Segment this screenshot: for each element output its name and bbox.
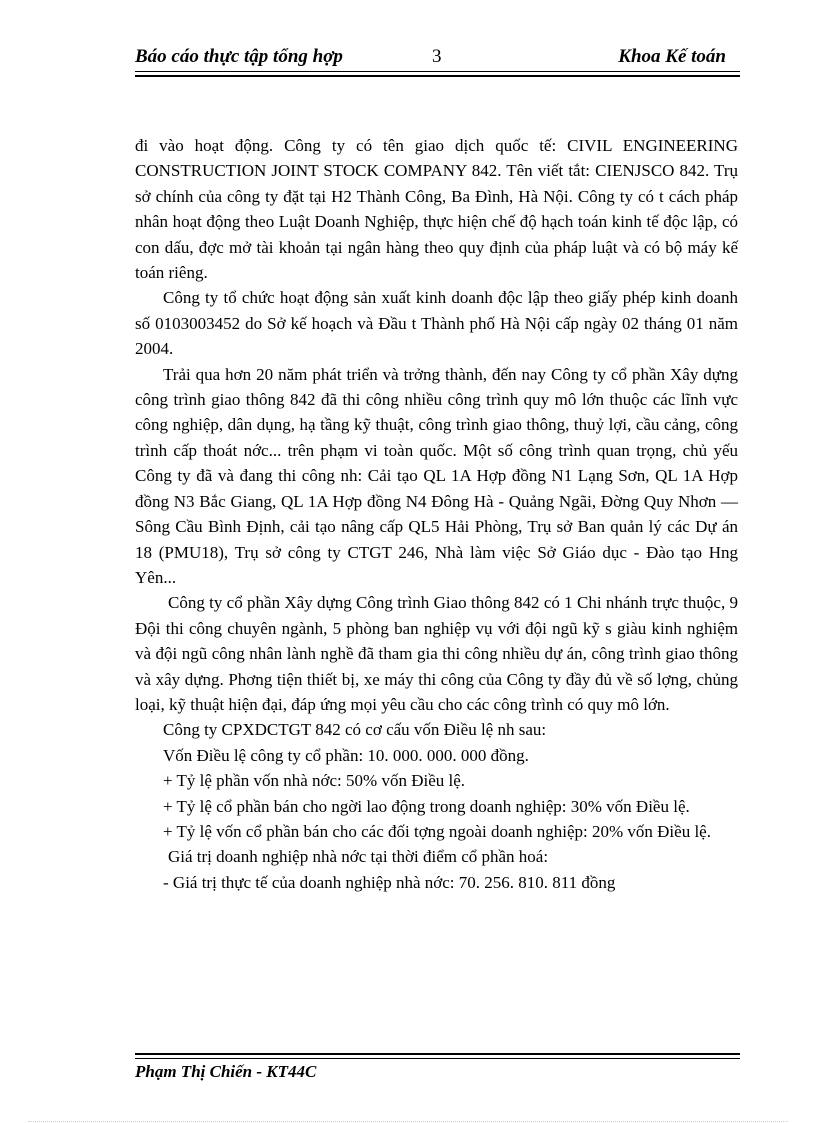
footer-author: Phạm Thị Chiến - KT44C [135, 1062, 317, 1081]
header-rule-thin [135, 71, 740, 72]
paragraph-charter-capital: Vốn Điều lệ công ty cổ phần: 10. 000. 000. 000 đồng. [163, 745, 529, 765]
header-rule-thick [135, 75, 740, 77]
header-page-number: 3 [432, 46, 442, 67]
paragraph-organization: Công ty cổ phần Xây dựng Công trình Giao thông 842 có 1 Chi nhánh trực thuộc, 9 Đội thi công chuyên ngành, 5 phòng ban nghiệp vụ với đội ngũ kỹ s giàu kinh nghiệm và đội ngũ công nhân lành nghề đã tham gia thi công nhiều dự án, công trình giao thông và xây dựng. Phơng tiện thiết bị, xe máy thi công của Công ty đầy đủ về số lợng, chủng loại, kỹ thuật hiện đại, đáp ứng mọi yêu cầu cho các công trình có quy mô lớn. [135, 593, 738, 714]
list-item-state-share: + Tỷ lệ phần vốn nhà nớc: 50% vốn Điều lệ. [163, 771, 466, 791]
paragraph-enterprise-value: Giá trị doanh nghiệp nhà nớc tại thời điểm cổ phần hoá: [168, 847, 549, 867]
list-item-external-share: + Tỷ lệ vốn cổ phần bán cho các đối tợng ngoài doanh nghiệp: 20% vốn Điều lệ. [163, 821, 711, 841]
document-body [135, 133, 738, 895]
page-header [135, 46, 740, 72]
paragraph-company-intro: đi vào hoạt động. Công ty có tên giao dịch quốc tế: CIVIL ENGINEERING CONSTRUCTION JOINT STOCK COMPANY 842. Tên viết tắt: CIENJSCO 842. Trụ sở chính của công ty đặt tại H2 Thành Công, Ba Đình, Hà Nội. Công ty có t cách pháp nhân hoạt động theo Luật Doanh Nghiệp, thực hiện chế độ hạch toán kinh tế độc lập, có con dấu, đợc mở tài khoản tại ngân hàng theo quy định của pháp luật và có bộ máy kế toán riêng. [135, 136, 738, 283]
footer-rule-thick [135, 1053, 740, 1055]
paragraph-history: Trải qua hơn 20 năm phát triển và trởng thành, đến nay Công ty cổ phần Xây dựng công trình giao thông 842 đã thi công nhiều công trình quy mô lớn thuộc các lĩnh vực công nghiệp, dân dụng, hạ tầng kỹ thuật, công trình giao thông, thuỷ lợi, cầu cảng, công trình cấp thoát nớc... trên phạm vi toàn quốc. Một số công trình quan trọng, chủ yếu Công ty đã và đang thi công nh: Cải tạo QL 1A Hợp đồng N1 Lạng Sơn, QL 1A Hợp đồng N3 Bắc Giang, QL 1A Hợp đồng N4 Đông Hà - Quảng Ngãi, Đờng Quy Nhơn — Sông Cầu Bình Định, cải tạo nâng cấp QL5 Hải Phòng, Trụ sở Ban quản lý các Dự án 18 (PMU18), Trụ sở công ty CTGT 246, Nhà làm việc Sở Giáo dục - Đào tạo Hng Yên... [135, 364, 738, 587]
paragraph-capital-structure: Công ty CPXDCTGT 842 có cơ cấu vốn Điều lệ nh sau: [163, 720, 547, 740]
list-item-actual-value: - Giá trị thực tế của doanh nghiệp nhà nớc: 70. 256. 810. 811 đồng [163, 872, 616, 892]
header-department: Khoa Kế toán [618, 46, 726, 67]
footer-rule-thin [135, 1058, 740, 1059]
list-item-employee-share: + Tỷ lệ cổ phần bán cho ngời lao động trong doanh nghiệp: 30% vốn Điều lệ. [163, 796, 690, 816]
paragraph-business-license: Công ty tổ chức hoạt động sản xuất kinh doanh độc lập theo giấy phép kinh doanh số 0103003452 do Sở kế hoạch và Đầu t Thành phố Hà Nội cấp ngày 02 tháng 01 năm 2004. [135, 288, 738, 359]
page-bottom-dotted-border [28, 1121, 788, 1122]
header-report-title: Báo cáo thực tập tổng hợp [135, 46, 343, 67]
